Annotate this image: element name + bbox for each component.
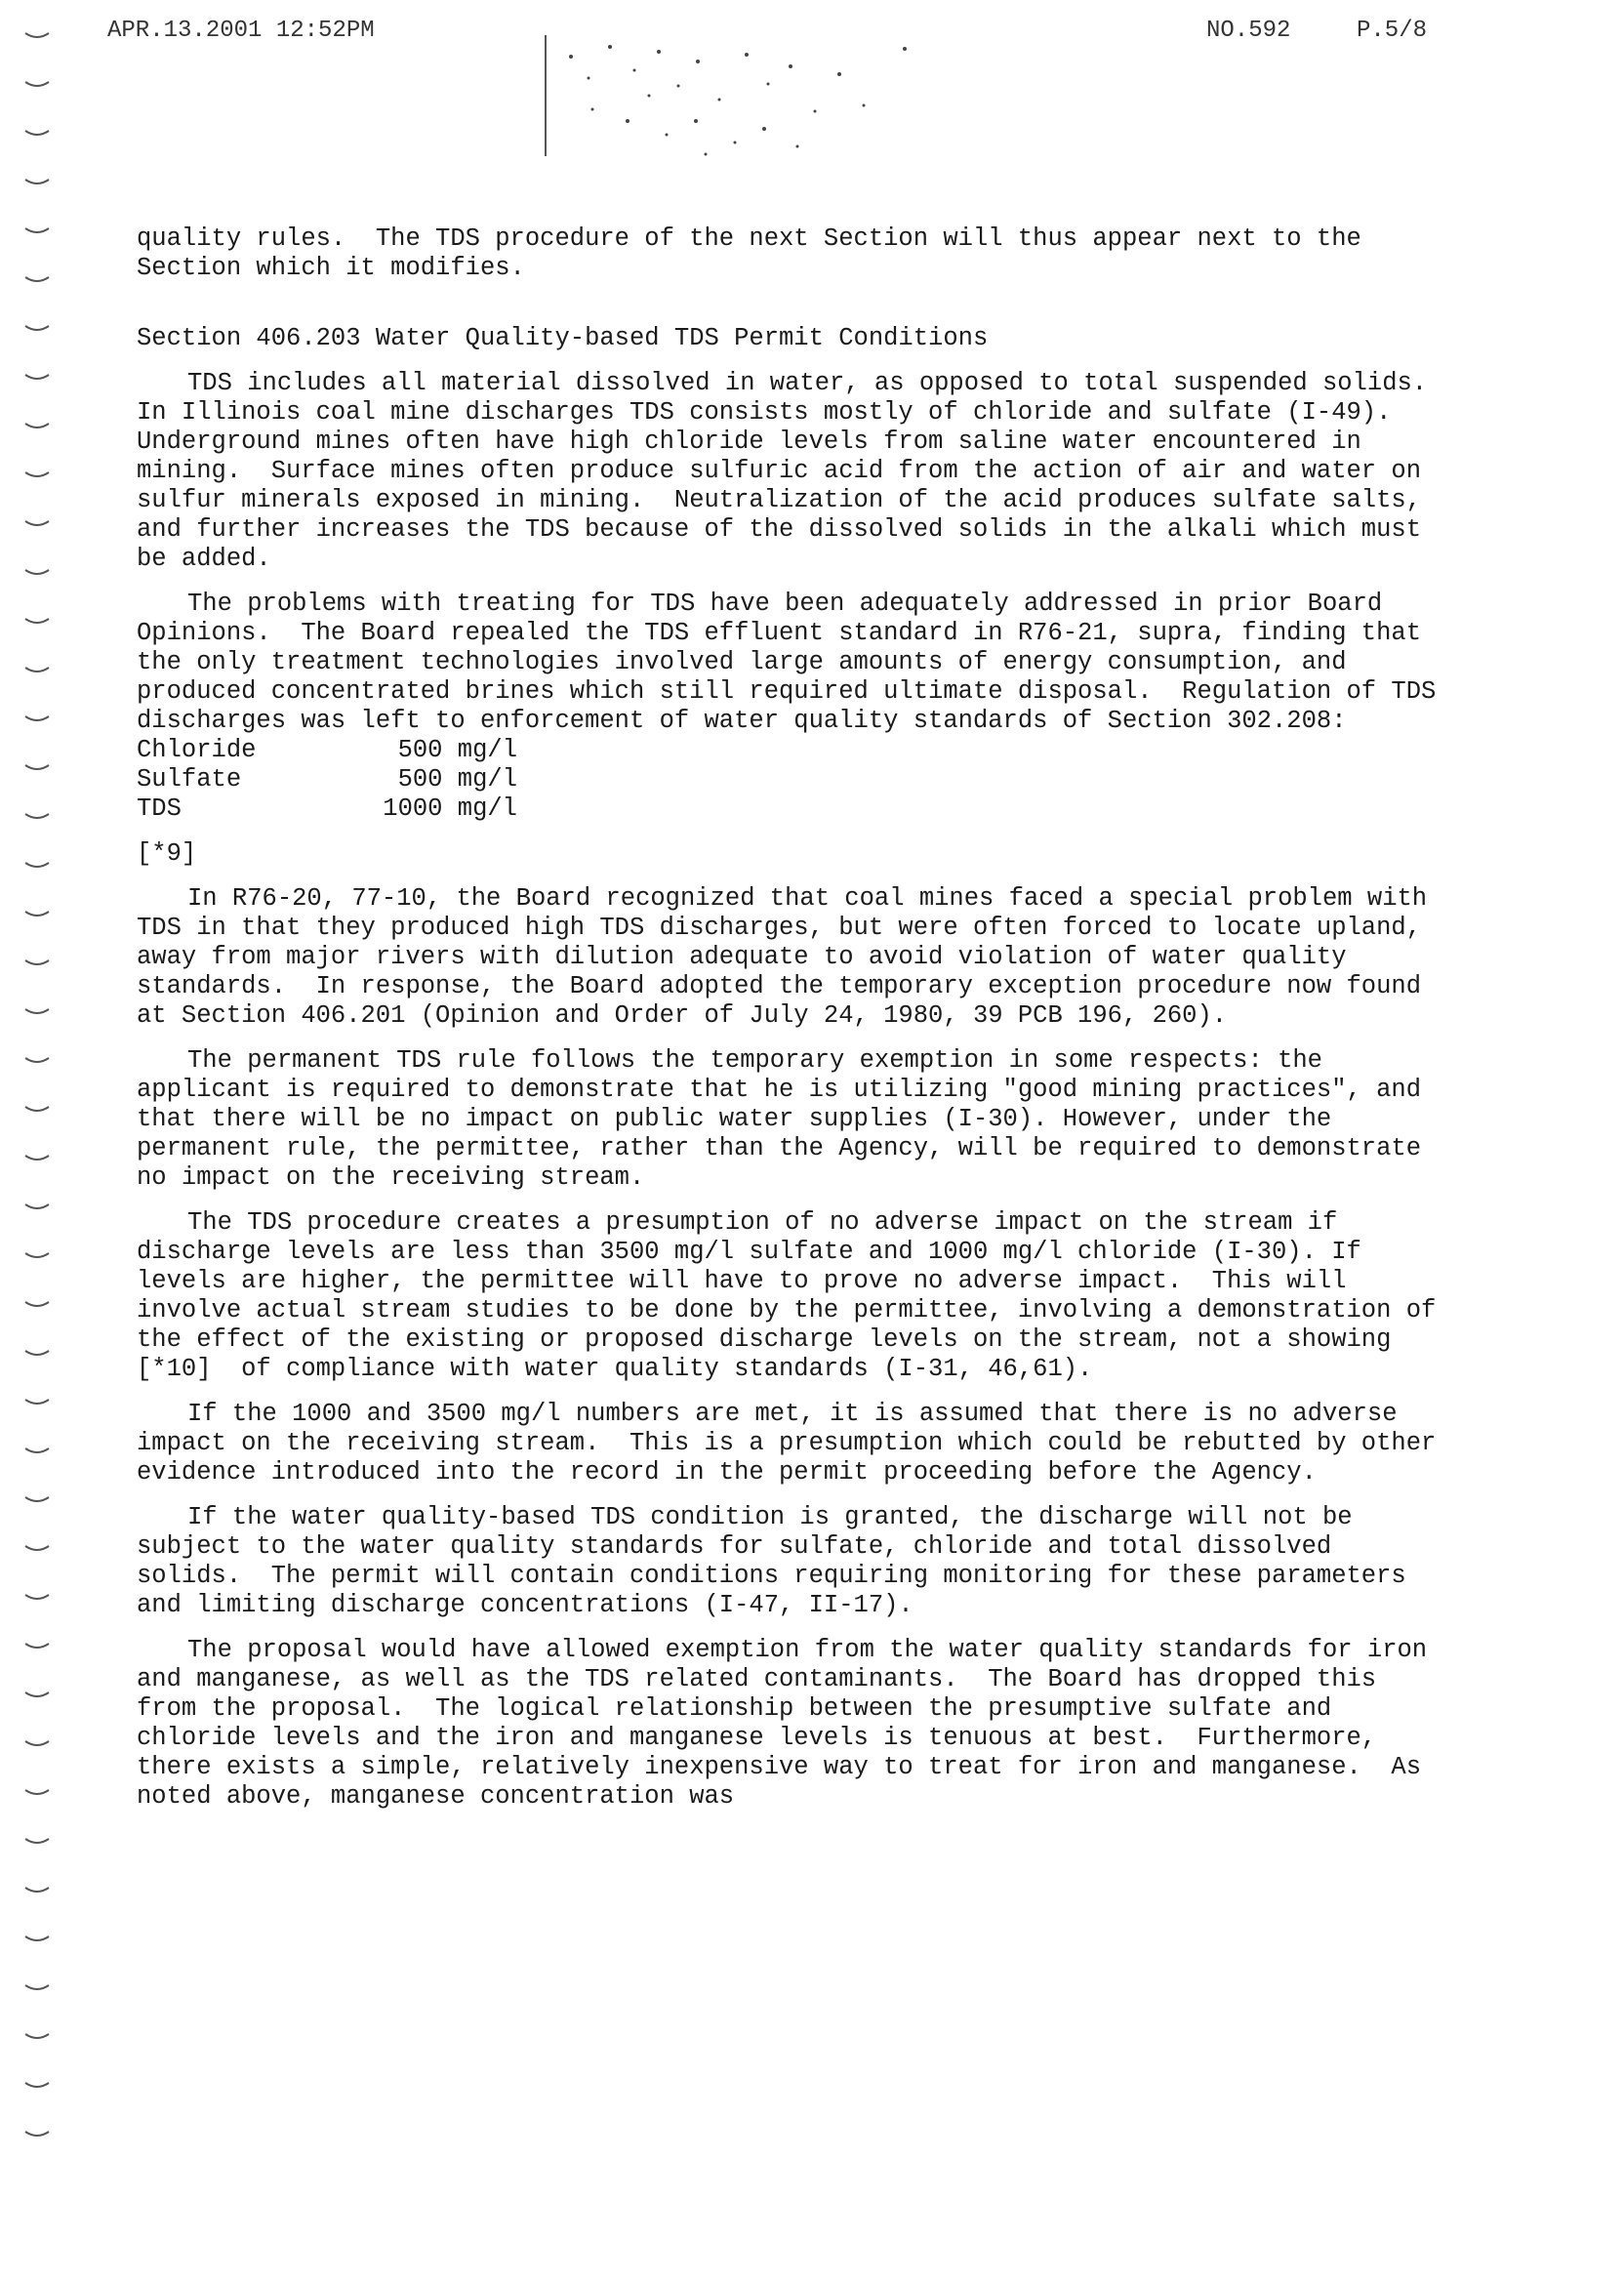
fax-number: NO.592 xyxy=(1206,18,1291,44)
paragraph-presumption-levels: The TDS procedure creates a presumption of no adverse impact on the stream if discharge levels are less than 3500 mg/l sulfate and 1000 mg/l chloride (I-30). If levels are higher, the permittee will have to prove no adverse impact. This will involve actual stream studies to be done by the permittee, involving a demonstration of the effect of the existing or proposed discharge levels on the stream, not a showing [*10] of compliance with water quality standards (I-31, 46,61). xyxy=(137,1208,1451,1383)
standard-name: Chloride xyxy=(137,736,257,764)
paragraph-continuation: quality rules. The TDS procedure of the next Section will thus appear next to the Section which it modifies. xyxy=(137,224,1377,282)
fax-date-time: APR.13.2001 12:52PM xyxy=(107,18,375,44)
standards-row xyxy=(137,736,1444,765)
standard-value: 500 mg/l xyxy=(397,765,517,794)
paragraph-permanent-rule: The permanent TDS rule follows the temporary exemption in some respects: the applicant is required to demonstrate that he is utilizing "good mining practices", and that there will be no impact on public water supplies (I-30). However, under the permanent rule, the permittee, rather than the Agency, will be required to demonstrate no impact on the receiving stream. xyxy=(137,1046,1437,1192)
standards-row xyxy=(137,795,1444,824)
paragraph-assumption: If the 1000 and 3500 mg/l numbers are met, it is assumed that there is no adverse impact on the receiving stream. This is a presumption which could be rebutted by other evidence introduced into the record in the permit proceeding before the Agency. xyxy=(137,1400,1451,1487)
standard-value: 500 mg/l xyxy=(397,736,517,764)
standard-name: Sulfate xyxy=(137,765,242,794)
paragraph-permit-conditions: If the water quality-based TDS condition is granted, the discharge will not be subject to the water quality standards for sulfate, chloride and total dissolved solids. The permit will contain conditions requiring monitoring for these parameters and limiting discharge concentrations (I-47, II-17). xyxy=(137,1503,1422,1619)
paragraph-iron-manganese: The proposal would have allowed exemption from the water quality standards for iron and manganese, as well as the TDS related contaminants. The Board has dropped this from the proposal. The logical relationship between the presumptive sulfate and chloride levels and the iron and manganese levels is tenuous at best. Furthermore, there exists a simple, relatively inexpensive way to treat for iron and manganese. As noted above, manganese concentration was xyxy=(137,1636,1442,1811)
standards-table xyxy=(137,736,1444,824)
standard-name: TDS xyxy=(137,795,182,823)
paragraph-treatment-problems: The problems with treating for TDS have been adequately addressed in prior Board Opinions. The Board repealed the TDS effluent standard in R76-21, supra, finding that the only treatment technologies involved large amounts of energy consumption, and produced concentrated brines which still required ultimate disposal. Regulation of TDS discharges was left to enforcement of water quality standards of Section 302.208: xyxy=(137,590,1451,735)
section-heading: Section 406.203 Water Quality-based TDS Permit Conditions xyxy=(137,324,989,352)
document-body xyxy=(137,224,1457,1827)
fax-page-number: P.5/8 xyxy=(1357,18,1428,44)
faded-stamp-mark xyxy=(542,27,952,164)
standard-value: 1000 mg/l xyxy=(383,795,517,823)
paragraph-tds-definition: TDS includes all material dissolved in water, as opposed to total suspended solids. In Illinois coal mine discharges TDS consists mostly of chloride and sulfate (I-49). Underground mines often have high chloride levels from saline water encountered in mining. Surface mines often produce sulfuric acid from the action of air and water on sulfur minerals exposed in mining. Neutralization of the acid produces sulfate salts, and further increases the TDS because of the dissolved solids in the alkali which must be added. xyxy=(137,369,1457,573)
page-marker: [*9] xyxy=(137,839,197,868)
standards-row xyxy=(137,765,1444,795)
margin-marks xyxy=(21,29,61,2147)
paragraph-board-recognition: In R76-20, 77-10, the Board recognized that coal mines faced a special problem with TDS in that they produced high TDS discharges, but were often forced to locate upland, away from major rivers with dilution adequate to avoid violation of water quality standards. In response, the Board adopted the temporary exception procedure now found at Section 406.201 (Opinion and Order of July 24, 1980, 39 PCB 196, 260). xyxy=(137,884,1442,1030)
